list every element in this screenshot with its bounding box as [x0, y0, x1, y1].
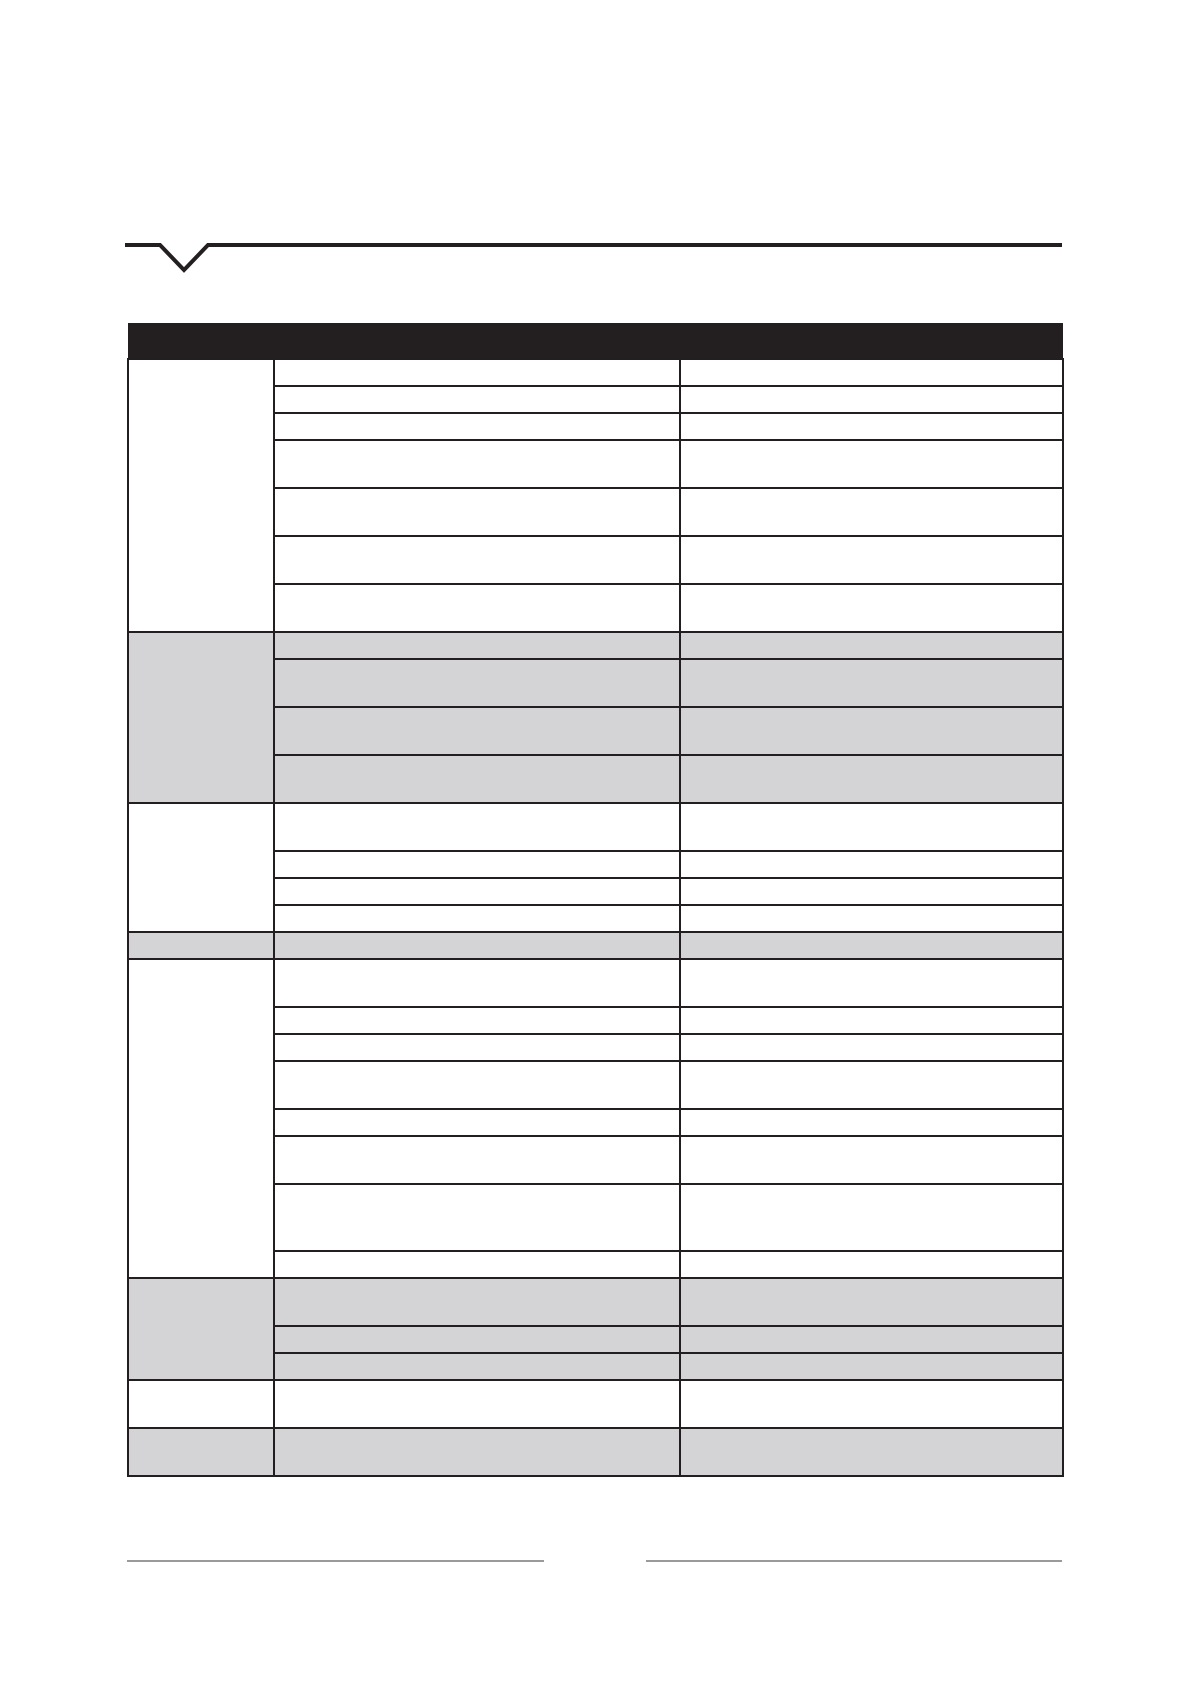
item-cell: [274, 584, 680, 632]
table-row: [128, 1278, 1063, 1326]
value-cell: [680, 386, 1063, 413]
section-header-rule: [0, 0, 1192, 290]
item-cell: [274, 386, 680, 413]
header-value: [680, 323, 1063, 359]
header-category: [128, 323, 274, 359]
group-label-cell: [128, 1278, 274, 1380]
item-cell: [274, 1380, 680, 1428]
item-cell: [274, 1034, 680, 1061]
header-chevron-rule: [125, 245, 1062, 270]
item-cell: [274, 1326, 680, 1353]
group-label-cell: [128, 1380, 274, 1428]
value-cell: [680, 1184, 1063, 1251]
value-cell: [680, 1326, 1063, 1353]
value-cell: [680, 803, 1063, 851]
value-cell: [680, 1428, 1063, 1476]
item-cell: [274, 1428, 680, 1476]
value-cell: [680, 1136, 1063, 1184]
item-cell: [274, 878, 680, 905]
value-cell: [680, 488, 1063, 536]
item-cell: [274, 1109, 680, 1136]
table-body: [128, 359, 1063, 1476]
table-row: [128, 1380, 1063, 1428]
value-cell: [680, 632, 1063, 659]
item-cell: [274, 959, 680, 1007]
item-cell: [274, 359, 680, 386]
table-row: [128, 359, 1063, 386]
value-cell: [680, 707, 1063, 755]
value-cell: [680, 359, 1063, 386]
value-cell: [680, 1061, 1063, 1109]
table-row: [128, 803, 1063, 851]
value-cell: [680, 851, 1063, 878]
value-cell: [680, 1380, 1063, 1428]
value-cell: [680, 536, 1063, 584]
group-label-cell: [128, 932, 274, 959]
item-cell: [274, 1353, 680, 1380]
value-cell: [680, 584, 1063, 632]
item-cell: [274, 1061, 680, 1109]
item-cell: [274, 1136, 680, 1184]
group-label-cell: [128, 632, 274, 803]
table-header-row: [128, 323, 1063, 359]
item-cell: [274, 755, 680, 803]
item-cell: [274, 632, 680, 659]
header-item: [274, 323, 680, 359]
value-cell: [680, 1353, 1063, 1380]
group-label-cell: [128, 803, 274, 932]
table-row: [128, 932, 1063, 959]
item-cell: [274, 707, 680, 755]
value-cell: [680, 878, 1063, 905]
group-label-cell: [128, 1428, 274, 1476]
item-cell: [274, 413, 680, 440]
footer-rule-right: [646, 1560, 1062, 1562]
item-cell: [274, 1007, 680, 1034]
item-cell: [274, 905, 680, 932]
value-cell: [680, 1278, 1063, 1326]
item-cell: [274, 1278, 680, 1326]
group-label-cell: [128, 959, 274, 1278]
item-cell: [274, 536, 680, 584]
value-cell: [680, 1034, 1063, 1061]
value-cell: [680, 440, 1063, 488]
item-cell: [274, 440, 680, 488]
footer-rule-left: [127, 1560, 544, 1562]
item-cell: [274, 803, 680, 851]
item-cell: [274, 851, 680, 878]
value-cell: [680, 755, 1063, 803]
value-cell: [680, 659, 1063, 707]
table-row: [128, 632, 1063, 659]
table-row: [128, 1428, 1063, 1476]
specification-table: [127, 323, 1064, 1477]
value-cell: [680, 1109, 1063, 1136]
value-cell: [680, 1251, 1063, 1278]
item-cell: [274, 1184, 680, 1251]
group-label-cell: [128, 359, 274, 632]
item-cell: [274, 488, 680, 536]
value-cell: [680, 932, 1063, 959]
value-cell: [680, 959, 1063, 1007]
item-cell: [274, 1251, 680, 1278]
value-cell: [680, 413, 1063, 440]
value-cell: [680, 905, 1063, 932]
table-row: [128, 959, 1063, 1007]
value-cell: [680, 1007, 1063, 1034]
item-cell: [274, 659, 680, 707]
item-cell: [274, 932, 680, 959]
